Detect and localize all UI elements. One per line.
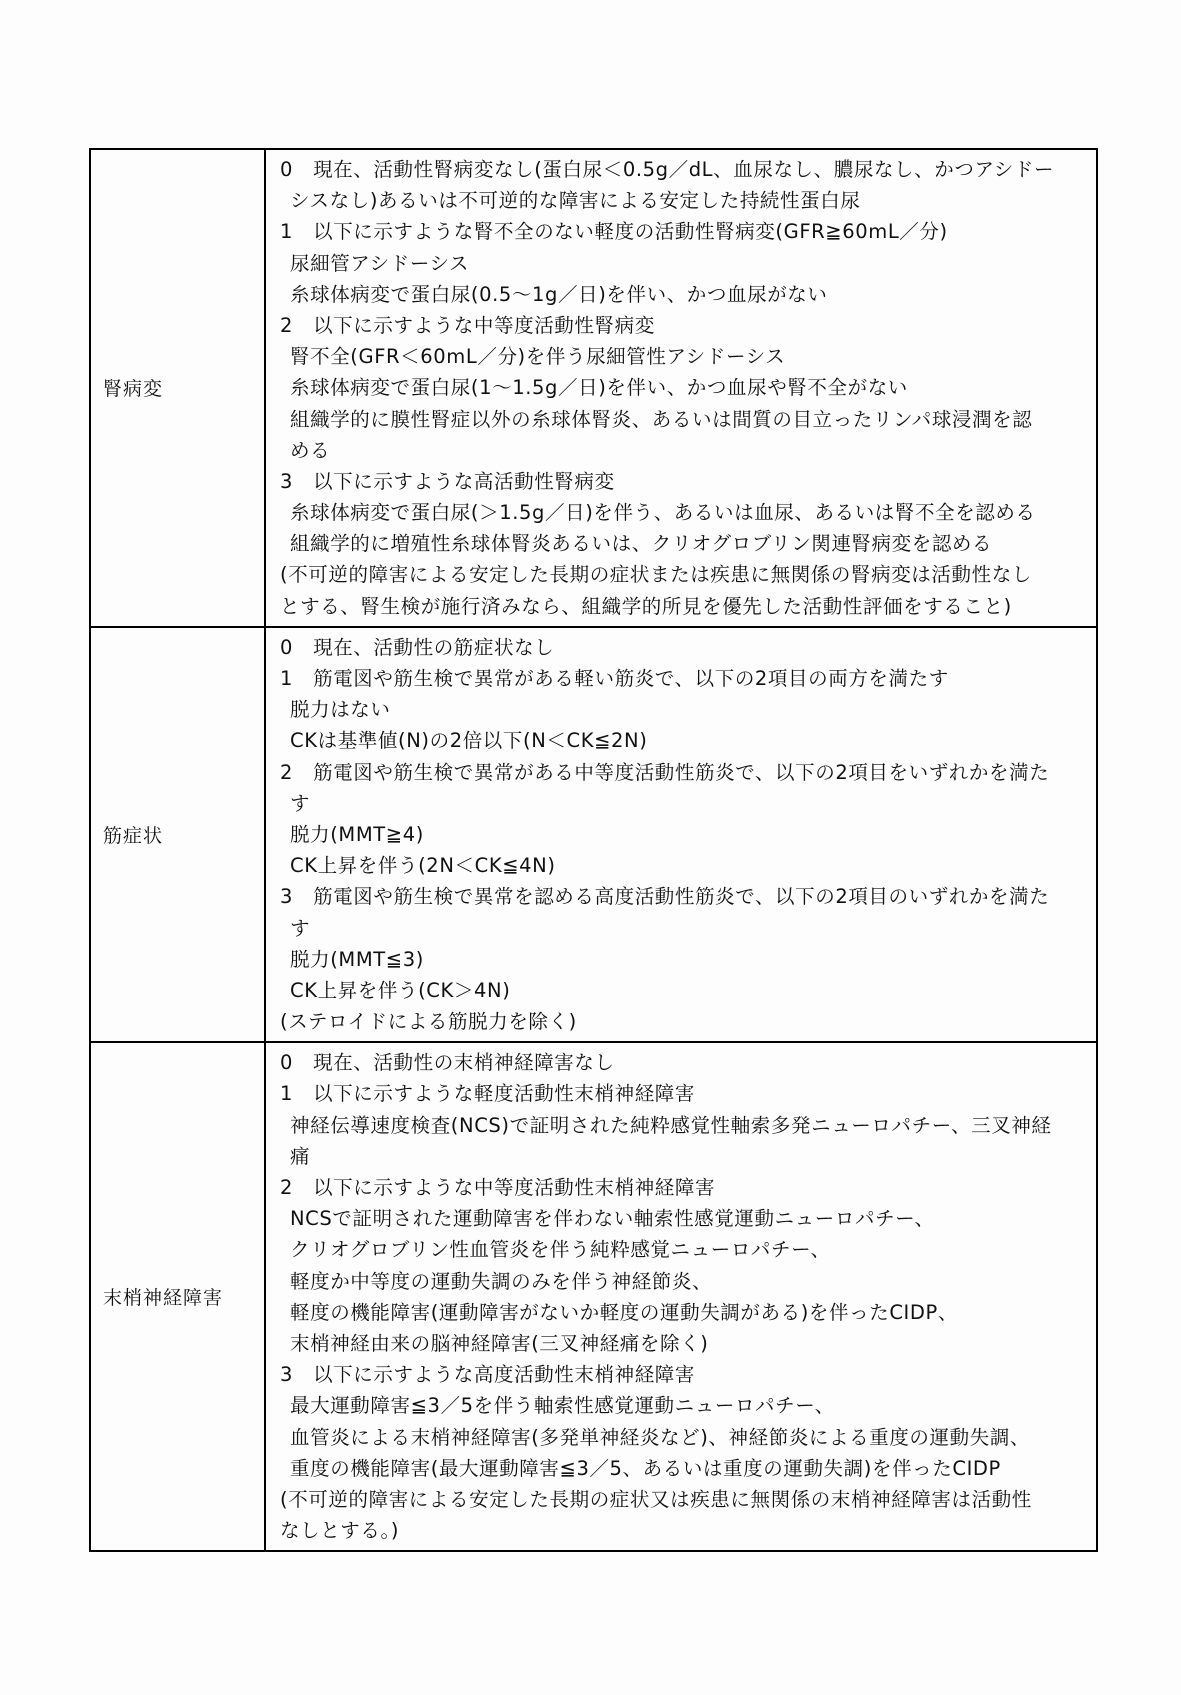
content-line: なしとする。) — [280, 1519, 400, 1543]
content-line: (不可逆的障害による安定した長期の症状又は疾患に無関係の末梢神経障害は活動性 — [280, 1487, 1032, 1511]
row-content — [265, 149, 1097, 627]
content-line: 末梢神経由来の脳神経障害(三叉神経痛を除く) — [290, 1331, 709, 1355]
content-line: 3 以下に示すような高活動性腎病変 — [280, 469, 615, 493]
content-line: 尿細管アシドーシス — [290, 251, 470, 275]
content-line: 重度の機能障害(最大運動障害≦3／5、あるいは重度の運動失調)を伴ったCIDP — [290, 1456, 1001, 1480]
content-line: 0 現在、活動性の末梢神経障害なし — [280, 1051, 615, 1075]
content-line: 0 現在、活動性腎病変なし(蛋白尿＜0.5g／dL、血尿なし、膿尿なし、かつアシドー — [280, 158, 1055, 181]
content-line: 脱力(MMT≦3) — [290, 947, 424, 971]
content-line: 腎不全(GFR＜60mL／分)を伴う尿細管性アシドーシス — [290, 345, 786, 369]
content-line: CK上昇を伴う(CK＞4N) — [290, 978, 511, 1002]
table-row-renal — [90, 149, 1097, 627]
content-line: 2 筋電図や筋生検で異常がある中等度活動性筋炎で、以下の2項目をいずれかを満た — [280, 760, 1050, 784]
row-content — [265, 627, 1097, 1042]
content-line: 2 以下に示すような中等度活動性末梢神経障害 — [280, 1176, 716, 1199]
content-line: クリオグロブリン性血管炎を伴う純粋感覚ニューロパチー、 — [290, 1238, 831, 1262]
content-line: 痛 — [290, 1144, 311, 1168]
content-line: 組織学的に増殖性糸球体腎炎あるいは、クリオグロブリン関連腎病変を認める — [290, 532, 993, 556]
content-line: す — [290, 791, 311, 815]
content-line: 0 現在、活動性の筋症状なし — [280, 635, 555, 659]
content-line: 1 以下に示すような腎不全のない軽度の活動性腎病変(GFR≧60mL／分) — [280, 220, 948, 244]
content-line: CKは基準値(N)の2倍以下(N＜CK≦2N) — [290, 729, 648, 753]
content-line: める — [290, 438, 331, 462]
content-line: 血管炎による末梢神経障害(多発単神経炎など)、神経節炎による重度の運動失調、 — [290, 1425, 1031, 1449]
row-label: 筋症状 — [90, 627, 265, 1042]
content-line: 1 筋電図や筋生検で異常がある軽い筋炎で、以下の2項目の両方を満たす — [280, 667, 949, 690]
content-line: 3 以下に示すような高度活動性末梢神経障害 — [280, 1363, 696, 1387]
content-line: 2 以下に示すような中等度活動性腎病変 — [280, 313, 655, 337]
content-line: 神経伝導速度検査(NCS)で証明された純粋感覚性軸索多発ニューロパチー、三叉神経 — [290, 1113, 1052, 1137]
content-line: 1 以下に示すような軽度活動性末梢神経障害 — [280, 1082, 696, 1106]
content-line: 糸球体病変で蛋白尿(＞1.5g／日)を伴う、あるいは血尿、あるいは腎不全を認める — [290, 501, 1036, 525]
row-label: 末梢神経障害 — [90, 1042, 265, 1551]
content-line: す — [290, 916, 311, 940]
table-row-muscle — [90, 627, 1097, 1042]
content-line: (ステロイドによる筋脱力を除く) — [280, 1010, 577, 1034]
row-label: 腎病変 — [90, 149, 265, 627]
content-line: CK上昇を伴う(2N＜CK≦4N) — [290, 854, 556, 878]
content-line: 最大運動障害≦3／5を伴う軸索性感覚運動ニューロパチー、 — [290, 1394, 835, 1418]
criteria-table — [89, 148, 1098, 1552]
content-line: 組織学的に膜性腎症以外の糸球体腎炎、あるいは間質の目立ったリンパ球浸潤を認 — [290, 407, 1033, 431]
content-line: とする、腎生検が施行済みなら、組織学的所見を優先した活動性評価をすること) — [280, 594, 1012, 618]
content-line: NCSで証明された運動障害を伴わない軸索性感覚運動ニューロパチー、 — [290, 1207, 935, 1231]
content-line: (不可逆的障害による安定した長期の症状または疾患に無関係の腎病変は活動性なし — [280, 563, 1032, 587]
content-line: 3 筋電図や筋生検で異常を認める高度活動性筋炎で、以下の2項目のいずれかを満た — [280, 885, 1050, 909]
content-line: 軽度か中等度の運動失調のみを伴う神経節炎、 — [290, 1269, 713, 1293]
content-line: 軽度の機能障害(運動障害がないか軽度の運動失調がある)を伴ったCIDP、 — [290, 1300, 958, 1324]
table-row-peripheral-nerve — [90, 1042, 1097, 1551]
content-line: 糸球体病変で蛋白尿(1～1.5g／日)を伴い、かつ血尿や腎不全がない — [290, 376, 908, 400]
row-content — [265, 1042, 1097, 1551]
content-line: 脱力(MMT≧4) — [290, 822, 424, 846]
content-line: シスなし)あるいは不可逆的な障害による安定した持続性蛋白尿 — [290, 189, 861, 213]
content-line: 脱力はない — [290, 698, 391, 722]
content-line: 糸球体病変で蛋白尿(0.5～1g／日)を伴い、かつ血尿がない — [290, 282, 828, 306]
